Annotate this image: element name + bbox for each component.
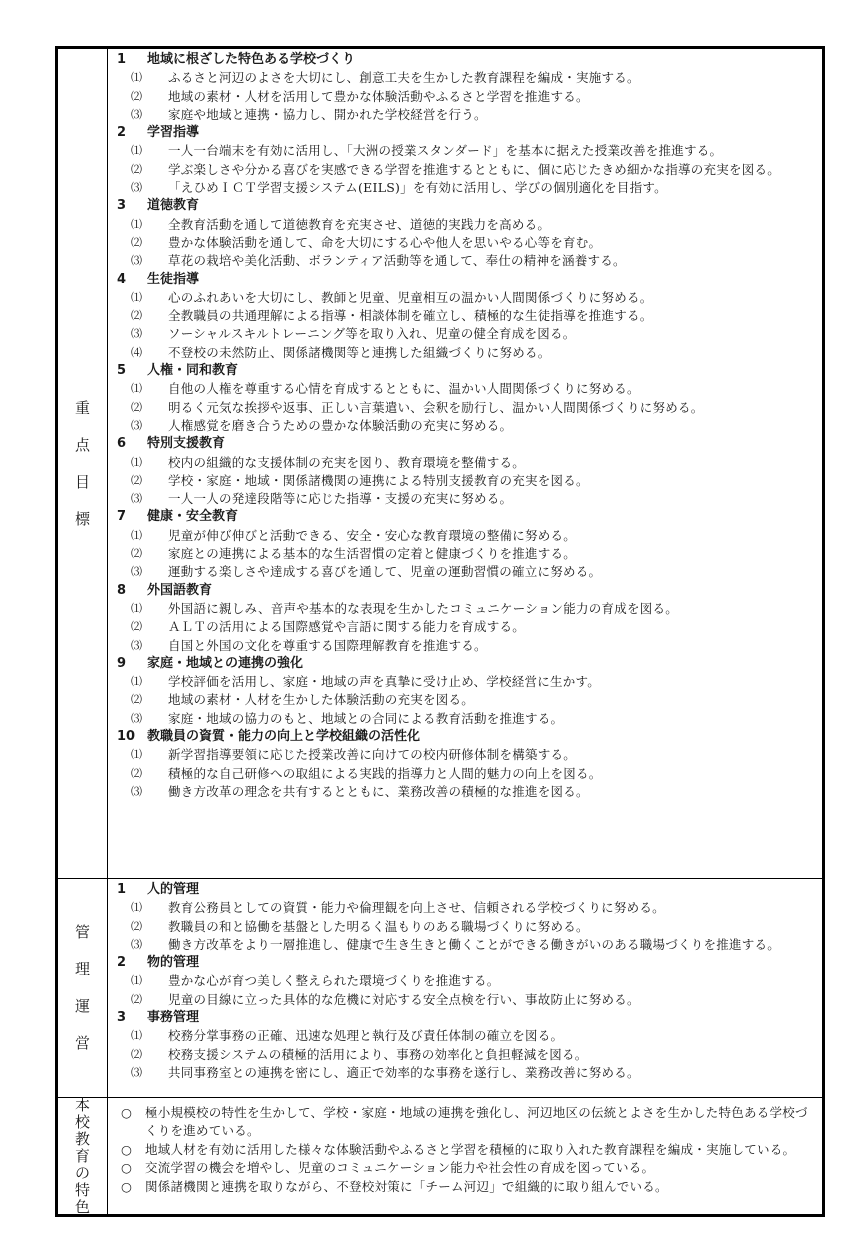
item-number: ⑵	[131, 620, 143, 634]
list-item	[117, 88, 818, 106]
list-item	[117, 1046, 818, 1064]
group-heading	[117, 197, 818, 215]
item-text: 学ぶ楽しさや分かる喜びを実感できる学習を推進するとともに、個に応じたきめ細かな指導の充実を図る。	[168, 161, 781, 177]
list-item	[117, 600, 818, 618]
item-text: 家庭との連携による基本的な生活習慣の定着と健康づくりを推進する。	[168, 546, 577, 562]
group-title: 学習指導	[147, 125, 200, 141]
item-text: ＡＬＴの活用による国際感覚や言語に関する能力を育成する。	[168, 619, 526, 635]
item-number: ⑵	[131, 766, 143, 780]
item-number: ⑵	[131, 547, 143, 561]
goal-group-9	[117, 655, 818, 728]
item-number: ⑴	[131, 455, 143, 469]
label-char: 理	[74, 960, 90, 978]
item-number: ⑶	[131, 492, 143, 506]
item-number: ⑷	[131, 345, 143, 359]
goal-group-1	[117, 51, 818, 124]
list-item	[117, 673, 818, 691]
item-text: 働き方改革をより一層推進し、健康で生き生きと働くことができる働きがいのある職場づくりを推進する。	[168, 936, 781, 952]
list-item	[117, 936, 818, 954]
feature-item	[117, 1104, 818, 1141]
item-number: ⑵	[131, 235, 143, 249]
item-text: 校務分掌事務の正確、迅速な処理と執行及び責任体制の確立を図る。	[168, 1028, 564, 1044]
list-item	[117, 399, 818, 417]
item-number: ⑴	[131, 290, 143, 304]
item-number: ⑶	[131, 565, 143, 579]
list-item	[117, 472, 818, 490]
goal-group-6	[117, 435, 818, 508]
feature-item	[117, 1178, 818, 1196]
list-item	[117, 344, 818, 362]
goal-group-3	[117, 197, 818, 270]
item-text: 校務支援システムの積極的活用により、事務の効率化と負担軽減を図る。	[168, 1046, 588, 1062]
goal-group-4	[117, 271, 818, 362]
group-number: 3	[117, 1010, 127, 1026]
list-item	[117, 325, 818, 343]
item-text: 自国と外国の文化を尊重する国際理解教育を推進する。	[168, 637, 487, 653]
list-item	[117, 972, 818, 990]
label-char: 本	[74, 1095, 90, 1114]
item-text: ふるさと河辺のよさを大切にし、創意工夫を生かした教育課程を編成・実施する。	[168, 70, 640, 86]
section-label-focus-goals	[58, 49, 108, 878]
list-item	[117, 234, 818, 252]
goal-group-10	[117, 728, 818, 801]
item-number: ⑵	[131, 400, 143, 414]
item-number: ⑵	[131, 693, 143, 707]
item-number: ⑴	[131, 748, 143, 762]
list-item	[117, 106, 818, 124]
item-number: ⑶	[131, 711, 143, 725]
item-text: 教育公務員としての資質・能力や倫理観を向上させ、信頼される学校づくりに努める。	[168, 900, 665, 916]
group-number: 2	[117, 125, 127, 141]
group-number: 10	[117, 728, 136, 744]
item-number: ⑴	[131, 974, 143, 988]
item-number: ⑵	[131, 162, 143, 176]
item-number: ⑵	[131, 473, 143, 487]
label-char: 育	[74, 1146, 90, 1165]
group-heading	[117, 655, 818, 673]
group-number: 1	[117, 882, 127, 897]
group-heading	[117, 124, 818, 142]
list-item	[117, 179, 818, 197]
group-number: 9	[117, 655, 127, 671]
item-text: 学校・家庭・地域・関係諸機関の連携による特別支援教育の充実を図る。	[168, 472, 589, 488]
label-char: 点	[74, 435, 90, 454]
item-number: ⑵	[131, 1047, 143, 1061]
item-number: ⑶	[131, 784, 143, 798]
item-number: ⑶	[131, 254, 143, 268]
list-item	[117, 161, 818, 179]
item-text: 働き方改革の理念を共有するとともに、業務改善の積極的な推進を図る。	[168, 783, 589, 799]
section-management	[58, 878, 822, 1097]
label-char: 色	[74, 1197, 90, 1216]
goal-group-7	[117, 508, 818, 581]
list-item	[117, 1064, 818, 1082]
list-item	[117, 417, 818, 435]
list-item	[117, 69, 818, 87]
list-item	[117, 691, 818, 709]
group-number: 2	[117, 955, 127, 971]
list-item	[117, 746, 818, 764]
item-number: ⑴	[131, 901, 143, 915]
management-group-2	[117, 954, 818, 1009]
management-group-1	[117, 881, 818, 954]
list-item	[117, 527, 818, 545]
item-number: ⑶	[131, 937, 143, 951]
list-item	[117, 710, 818, 728]
list-item	[117, 899, 818, 917]
label-char: 特	[74, 1180, 90, 1199]
section-label-management	[58, 879, 108, 1097]
item-text: 豊かな体験活動を通して、命を大切にする心や他人を思いやる心等を育む。	[168, 234, 602, 250]
section-content-management	[108, 879, 822, 1097]
section-school-features	[58, 1097, 822, 1214]
list-item	[117, 1027, 818, 1045]
group-number: 3	[117, 198, 127, 214]
goal-group-8	[117, 582, 818, 655]
group-title: 家庭・地域との連携の強化	[147, 655, 304, 671]
item-text: 地域の素材・人材を活用して豊かな体験活動やふるさと学習を推進する。	[168, 88, 589, 104]
group-title: 教職員の資質・能力の向上と学校組織の活性化	[147, 728, 421, 744]
group-number: 1	[117, 52, 127, 67]
label-char: 標	[74, 509, 90, 528]
circle-bullet-icon: ○	[121, 1141, 133, 1157]
item-text: 自他の人権を尊重する心情を育成するとともに、温かい人間関係づくりに努める。	[168, 381, 640, 397]
circle-bullet-icon: ○	[121, 1105, 133, 1120]
item-number: ⑴	[131, 217, 143, 231]
item-text: 明るく元気な挨拶や返事、正しい言葉遣い、会釈を励行し、温かい人間関係づくりに努める。	[168, 399, 704, 415]
group-number: 4	[117, 271, 127, 287]
item-text: 全教職員の共通理解による指導・相談体制を確立し、積極的な生徒指導を推進する。	[168, 308, 653, 324]
group-heading	[117, 954, 818, 972]
group-title: 地域に根ざした特色ある学校づくり	[147, 52, 356, 67]
item-text: 積極的な自己研修への取組による実践的指導力と人間的魅力の向上を図る。	[168, 765, 602, 781]
item-text: 校内の組織的な支援体制の充実を図り、教育環境を整備する。	[168, 454, 526, 470]
section-label-school-features	[58, 1095, 108, 1216]
label-char: 営	[74, 1034, 90, 1052]
item-text: 不登校の未然防止、関係諸機関等と連携した組織づくりに努める。	[168, 344, 551, 360]
list-item	[117, 637, 818, 655]
group-title: 人的管理	[147, 882, 200, 897]
group-title: 特別支援教育	[147, 436, 226, 452]
section-focus-goals	[58, 49, 822, 878]
item-number: ⑴	[131, 601, 143, 615]
group-heading	[117, 362, 818, 380]
item-number: ⑴	[131, 144, 143, 158]
feature-text: 関係諸機関と連携を取りながら、不登校対策に「チーム河辺」で組織的に取り組んでいる。	[145, 1178, 668, 1194]
item-number: ⑶	[131, 418, 143, 432]
group-heading	[117, 1009, 818, 1027]
group-title: 生徒指導	[147, 271, 200, 287]
management-group-3	[117, 1009, 818, 1082]
section-content-school-features	[108, 1098, 822, 1214]
group-title: 外国語教育	[147, 582, 213, 598]
item-number: ⑵	[131, 992, 143, 1006]
group-title: 人権・同和教育	[147, 363, 239, 379]
label-char: 教	[74, 1129, 90, 1148]
label-char: 校	[74, 1112, 90, 1131]
goal-group-2	[117, 124, 818, 197]
item-text: 草花の栽培や美化活動、ボランティア活動等を通して、奉仕の精神を涵養する。	[168, 253, 626, 269]
group-number: 7	[117, 509, 127, 525]
list-item	[117, 454, 818, 472]
item-number: ⑴	[131, 1029, 143, 1043]
circle-bullet-icon: ○	[121, 1178, 133, 1194]
item-text: 運動する楽しさや達成する喜びを通して、児童の運動習慣の確立に努める。	[168, 564, 602, 580]
item-number: ⑵	[131, 919, 143, 933]
group-heading	[117, 881, 818, 899]
item-number: ⑴	[131, 528, 143, 542]
label-char: 目	[74, 472, 90, 491]
item-number: ⑵	[131, 309, 143, 323]
list-item	[117, 618, 818, 636]
item-text: 児童の目線に立った具体的な危機に対応する安全点検を行い、事故防止に努める。	[168, 991, 640, 1007]
feature-item	[117, 1159, 818, 1177]
item-text: 児童が伸び伸びと活動できる、安全・安心な教育環境の整備に努める。	[168, 527, 577, 543]
list-item	[117, 783, 818, 801]
circle-bullet-icon: ○	[121, 1160, 133, 1176]
item-text: 家庭や地域と連携・協力し、開かれた学校経営を行う。	[168, 106, 487, 122]
group-number: 6	[117, 436, 127, 452]
list-item	[117, 142, 818, 160]
item-number: ⑴	[131, 382, 143, 396]
goal-group-5	[117, 362, 818, 435]
list-item	[117, 380, 818, 398]
item-text: 「えひめＩＣＴ学習支援システム(EILS)」を有効に活用し、学びの個別適化を目指す。	[168, 180, 667, 196]
label-char: 重	[74, 398, 90, 417]
list-item	[117, 918, 818, 936]
group-title: 物的管理	[147, 955, 200, 971]
item-number: ⑶	[131, 638, 143, 652]
group-title: 事務管理	[147, 1010, 200, 1026]
group-heading	[117, 582, 818, 600]
group-number: 5	[117, 363, 127, 379]
list-item	[117, 991, 818, 1009]
document-table	[55, 46, 825, 1217]
feature-text: 交流学習の機会を増やし、児童のコミュニケーション能力や社会性の育成を図っている。	[145, 1160, 655, 1176]
item-number: ⑴	[131, 71, 143, 85]
item-text: 一人一人の発達段階等に応じた指導・支援の充実に努める。	[168, 491, 513, 507]
list-item	[117, 765, 818, 783]
list-item	[117, 289, 818, 307]
item-number: ⑶	[131, 1065, 143, 1079]
item-text: 豊かな心が育つ美しく整えられた環境づくりを推進する。	[168, 973, 500, 989]
list-item	[117, 490, 818, 508]
label-char: の	[74, 1163, 90, 1182]
group-heading	[117, 508, 818, 526]
item-text: 学校評価を活用し、家庭・地域の声を真摯に受け止め、学校経営に生かす。	[168, 674, 601, 690]
item-number: ⑶	[131, 181, 143, 195]
item-text: 人権感覚を磨き合うための豊かな体験活動の充実に努める。	[168, 417, 513, 433]
item-number: ⑴	[131, 675, 143, 689]
group-heading	[117, 271, 818, 289]
feature-item	[117, 1141, 818, 1159]
label-char: 管	[74, 923, 90, 941]
group-heading	[117, 728, 818, 746]
label-char: 運	[74, 997, 90, 1015]
item-text: 家庭・地域の協力のもと、地域との合同による教育活動を推進する。	[168, 710, 564, 726]
feature-text: 地域人材を有効に活用した様々な体験活動やふるさと学習を積極的に取り入れた教育課程を編成・実施している。	[145, 1141, 796, 1157]
item-text: 心のふれあいを大切にし、教師と児童、児童相互の温かい人間関係づくりに努める。	[168, 289, 653, 305]
group-heading	[117, 435, 818, 453]
item-text: 一人一台端末を有効に活用し、「大洲の授業スタンダード」を基本に据えた授業改善を推進する。	[168, 143, 723, 159]
item-text: 地域の素材・人材を生かした体験活動の充実を図る。	[168, 692, 475, 708]
item-text: 全教育活動を通して道徳教育を充実させ、道徳的実践力を高める。	[168, 216, 551, 232]
item-text: 教職員の和と協働を基盤とした明るく温もりのある職場づくりに努める。	[168, 918, 589, 934]
list-item	[117, 545, 818, 563]
list-item	[117, 216, 818, 234]
item-number: ⑶	[131, 107, 143, 121]
item-text: 新学習指導要領に応じた授業改善に向けての校内研修体制を構築する。	[168, 747, 577, 763]
group-title: 道徳教育	[147, 198, 200, 214]
feature-text: 極小規模校の特性を生かして、学校・家庭・地域の連携を強化し、河辺地区の伝統とよさを生かした特色ある学校づくりを進めている。	[145, 1105, 808, 1139]
item-text: ソーシャルスキルトレーニング等を取り入れ、児童の健全育成を図る。	[168, 326, 576, 342]
group-number: 8	[117, 582, 127, 598]
item-number: ⑶	[131, 327, 143, 341]
item-number: ⑵	[131, 89, 143, 103]
list-item	[117, 563, 818, 581]
group-title: 健康・安全教育	[147, 509, 239, 525]
item-text: 共同事務室との連携を密にし、適正で効率的な事務を遂行し、業務改善に努める。	[168, 1064, 640, 1080]
list-item	[117, 307, 818, 325]
list-item	[117, 252, 818, 270]
item-text: 外国語に親しみ、音声や基本的な表現を生かしたコミュニケーション能力の育成を図る。	[168, 600, 679, 616]
group-heading	[117, 51, 818, 69]
section-content-focus-goals	[108, 49, 822, 878]
